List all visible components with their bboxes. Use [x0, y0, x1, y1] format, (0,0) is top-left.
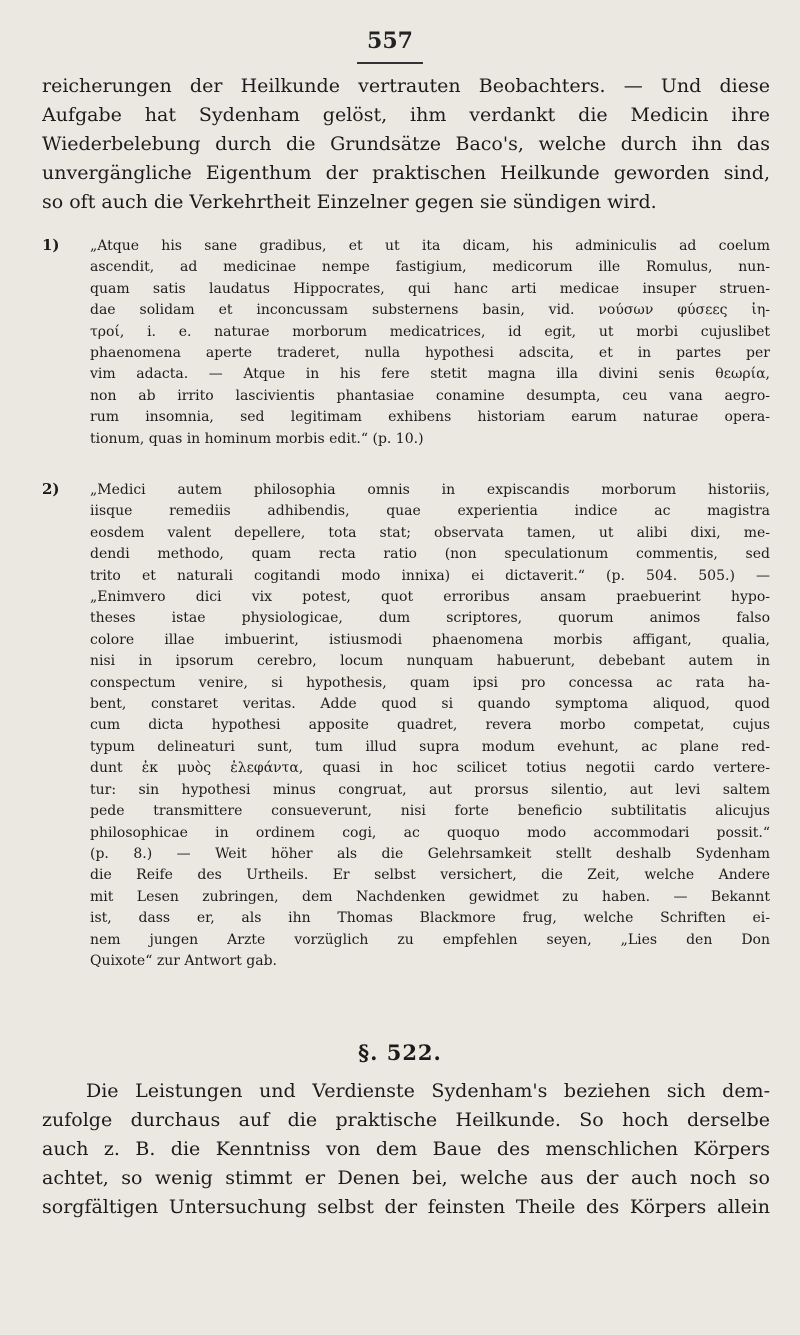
text-line: auch z. B. die Kenntniss von dem Baue des menschlichen Körpers — [42, 1138, 770, 1160]
text-line: ascendit, ad medicinae nempe fastigium, medicorum ille Romulus, nun- — [90, 259, 770, 276]
text-line: unvergängliche Eigenthum der praktischen Heilkunde geworden sind, — [42, 162, 770, 184]
text-line: dunt ἐκ μυὸς ἐλεφάντα, quasi in hoc scilicet totius negotii cardo vertere- — [90, 760, 770, 777]
text-line: trito et naturali cogitandi modo innixa) ei dictaverit.“ (p. 504. 505.) — — [90, 567, 770, 584]
footnote-1 — [90, 236, 770, 450]
text-line: Quixote“ zur Antwort gab. — [90, 952, 278, 969]
text-line: bent, constaret veritas. Adde quod si quando symptoma aliquod, quod — [90, 696, 770, 713]
text-line: ist, dass er, als ihn Thomas Blackmore frug, welche Schriften ei- — [90, 910, 770, 927]
footnote-marker: 2) — [42, 480, 60, 498]
text-line: τροί, i. e. naturae morborum medicatrices, id egit, ut morbi cujuslibet — [90, 323, 770, 340]
text-line: Wiederbelebung durch die Grundsätze Baco's, welche durch ihn das — [42, 133, 770, 155]
text-line: achtet, so wenig stimmt er Denen bei, welche aus der auch noch so — [42, 1167, 770, 1189]
text-line: non ab irrito lascivientis phantasiae conamine desumpta, ceu vana aegro- — [90, 387, 770, 404]
text-line: eosdem valent depellere, tota stat; observata tamen, ut alibi dixi, me- — [90, 524, 770, 541]
footnote-2 — [90, 480, 770, 972]
text-line: (p. 8.) — Weit höher als die Gelehrsamkeit stellt deshalb Sydenham — [90, 845, 770, 862]
text-line: vim adacta. — Atque in his fere stetit magna illa divini senis θεωρία, — [90, 366, 770, 383]
header-rule — [357, 62, 423, 64]
bottom-paragraph — [42, 1077, 770, 1222]
text-line: Aufgabe hat Sydenham gelöst, ihm verdankt die Medicin ihre — [42, 104, 770, 126]
text-line: dendi methodo, quam recta ratio (non speculationum commentis, sed — [90, 546, 770, 563]
text-line: philosophicae in ordinem cogi, ac quoquo modo accommodari possit.“ — [90, 824, 770, 841]
section-heading: §. 522. — [358, 1040, 442, 1065]
text-line: typum delineaturi sunt, tum illud supra modum evehunt, ac plane red- — [90, 738, 770, 755]
text-line: „Medici autem philosophia omnis in expiscandis morborum historiis, — [90, 482, 770, 498]
text-line: nem jungen Arzte vorzüglich zu empfehlen seyen, „Lies den Don — [90, 931, 770, 948]
text-line: conspectum venire, si hypothesis, quam ipsi pro concessa ac rata ha- — [90, 674, 770, 691]
text-line: dae solidam et inconcussam substernens basin, vid. νούσων φύσεες ἰη- — [90, 302, 770, 319]
text-line: iisque remediis adhibendis, quae experientia indice ac magistra — [90, 503, 770, 520]
text-line: tionum, quas in hominum morbis edit.“ (p. 10.) — [90, 430, 424, 447]
text-line: mit Lesen zubringen, dem Nachdenken gewidmet zu haben. — Bekannt — [90, 888, 770, 905]
page-number: 557 — [367, 28, 413, 54]
text-line: phaenomena aperte traderet, nulla hypothesi adscita, et in partes per — [90, 345, 770, 362]
text-line: rum insomnia, sed legitimam exhibens historiam earum naturae opera- — [90, 409, 770, 426]
text-line: die Reife des Urtheils. Er selbst versichert, die Zeit, welche Andere — [90, 867, 770, 884]
text-line: „Atque his sane gradibus, et ut ita dicam, his adminiculis ad coelum — [90, 238, 770, 254]
text-line: nisi in ipsorum cerebro, locum nunquam habuerunt, debebant autem in — [90, 653, 770, 670]
text-line: pede transmittere consueverunt, nisi forte beneficio subtilitatis alicujus — [90, 803, 770, 820]
text-line: quam satis laudatus Hippocrates, qui hanc arti medicae insuper struen- — [90, 280, 770, 297]
text-line: so oft auch die Verkehrtheit Einzelner gegen sie sündigen wird. — [42, 191, 657, 213]
text-line: tur: sin hypothesi minus congruat, aut prorsus silentio, aut levi saltem — [90, 781, 770, 798]
text-line: colore illae imbuerint, istiusmodi phaenomena morbis affigant, qualia, — [90, 631, 770, 648]
text-line: sorgfältigen Untersuchung selbst der feinsten Theile des Körpers allein — [42, 1196, 770, 1218]
footnote-marker: 1) — [42, 236, 60, 254]
text-line: „Enimvero dici vix potest, quot erroribus ansam praebuerint hypo- — [90, 589, 770, 606]
text-line: reicherungen der Heilkunde vertrauten Beobachters. — Und diese — [42, 75, 770, 97]
top-paragraph — [42, 72, 770, 217]
text-line: zufolge durchaus auf die praktische Heilkunde. So hoch derselbe — [42, 1109, 770, 1131]
text-line: Die Leistungen und Verdienste Sydenham's beziehen sich dem- — [86, 1080, 770, 1102]
text-line: cum dicta hypothesi apposite quadret, revera morbo competat, cujus — [90, 717, 770, 734]
text-line: theses istae physiologicae, dum scriptores, quorum animos falso — [90, 610, 770, 627]
